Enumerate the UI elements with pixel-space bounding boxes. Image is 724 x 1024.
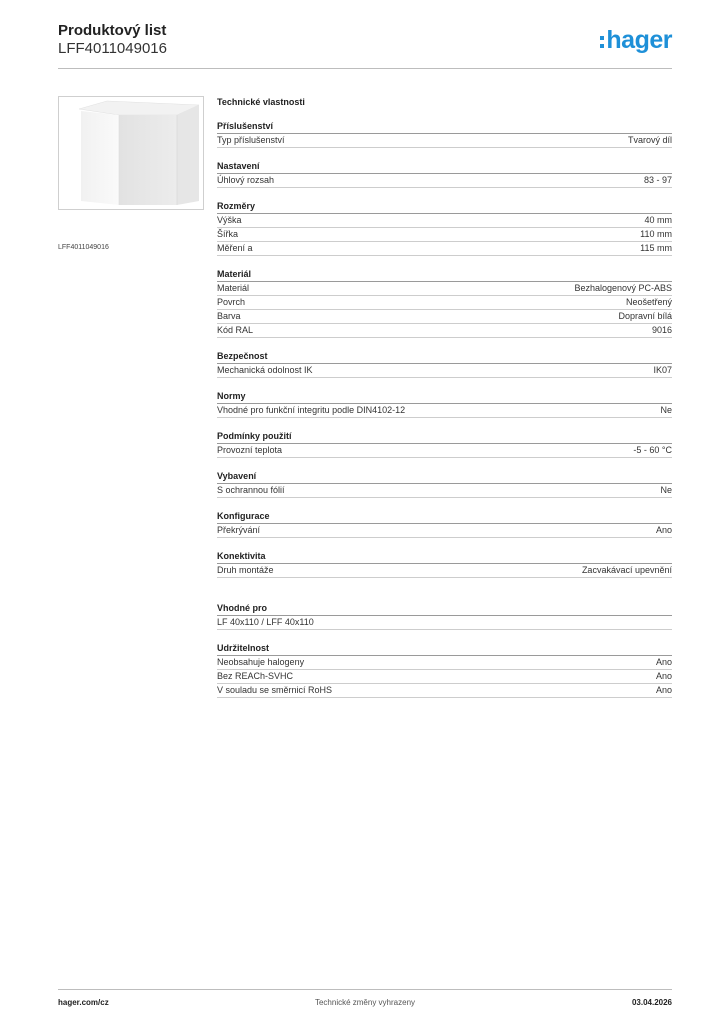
property-label: Druh montáže <box>217 565 274 575</box>
footer-date: 03.04.2026 <box>631 998 672 1007</box>
property-label: Měření a <box>217 243 253 253</box>
property-label: Neobsahuje halogeny <box>217 657 305 667</box>
section-title: Podmínky použití <box>217 430 672 444</box>
product-image <box>58 96 204 210</box>
technical-properties <box>217 96 672 698</box>
property-label: Bez REACh-SVHC <box>217 671 294 681</box>
property-value: 83 - 97 <box>643 175 672 185</box>
property-label: V souladu se směrnicí RoHS <box>217 685 333 695</box>
property-row <box>217 134 672 148</box>
property-row <box>217 616 672 630</box>
property-value: Neošetřený <box>625 297 672 307</box>
property-section <box>217 390 672 418</box>
property-value: Ano <box>655 671 672 681</box>
header-divider <box>58 68 672 69</box>
document-header <box>58 22 167 58</box>
page-title: Produktový list <box>58 22 167 39</box>
property-section <box>217 550 672 578</box>
product-inside-corner-icon <box>59 97 203 209</box>
section-title: Materiál <box>217 268 672 282</box>
property-label: Povrch <box>217 297 246 307</box>
page-footer <box>58 989 672 1007</box>
property-value: Ne <box>660 405 672 415</box>
property-value: Ano <box>655 685 672 695</box>
logo-wordmark: hager <box>606 26 672 54</box>
section-title: Bezpečnost <box>217 350 672 364</box>
property-row <box>217 242 672 256</box>
property-value: 115 mm <box>640 243 672 253</box>
property-section <box>217 160 672 188</box>
property-row <box>217 484 672 498</box>
property-row <box>217 404 672 418</box>
property-value: Dopravní bílá <box>618 311 672 321</box>
property-value: Ne <box>660 485 672 495</box>
property-section <box>217 602 672 630</box>
footer-website[interactable]: hager.com/cz <box>58 998 109 1007</box>
property-label: Úhlový rozsah <box>217 175 275 185</box>
property-row <box>217 174 672 188</box>
property-label: Materiál <box>217 283 250 293</box>
property-row <box>217 214 672 228</box>
property-value: Bezhalogenový PC-ABS <box>574 283 672 293</box>
section-title: Příslušenství <box>217 120 672 134</box>
property-value: 110 mm <box>640 229 672 239</box>
property-label: Kód RAL <box>217 325 254 335</box>
properties-heading: Technické vlastnosti <box>217 97 305 107</box>
property-section <box>217 642 672 698</box>
property-label: LF 40x110 / LFF 40x110 <box>217 617 314 627</box>
property-value: Zacvakávací upevnění <box>581 565 672 575</box>
image-caption: LFF4011049016 <box>58 244 109 251</box>
property-value: Ano <box>655 657 672 667</box>
property-value: Ano <box>655 525 672 535</box>
property-label: Šířka <box>217 229 239 239</box>
property-row <box>217 524 672 538</box>
section-title: Konfigurace <box>217 510 672 524</box>
section-title: Vhodné pro <box>217 602 672 616</box>
section-title: Vybavení <box>217 470 672 484</box>
footer-disclaimer: Technické změny vyhrazeny <box>314 998 416 1007</box>
property-label: Provozní teplota <box>217 445 283 455</box>
property-section <box>217 350 672 378</box>
section-title: Udržitelnost <box>217 642 672 656</box>
property-section <box>217 268 672 338</box>
property-section <box>217 430 672 458</box>
property-section <box>217 510 672 538</box>
property-section <box>217 120 672 148</box>
property-value: IK07 <box>653 365 672 375</box>
property-section <box>217 470 672 498</box>
section-title: Nastavení <box>217 160 672 174</box>
property-label: Vhodné pro funkční integritu podle DIN4102-12 <box>217 405 406 415</box>
property-section <box>217 200 672 256</box>
property-row <box>217 324 672 338</box>
property-row <box>217 684 672 698</box>
property-label: Typ příslušenství <box>217 135 285 145</box>
property-row <box>217 364 672 378</box>
hager-logo <box>600 26 672 54</box>
property-row <box>217 656 672 670</box>
property-label: S ochrannou fólií <box>217 485 285 495</box>
property-label: Výška <box>217 215 242 225</box>
property-value: 40 mm <box>644 215 672 225</box>
section-title: Konektivita <box>217 550 672 564</box>
property-value: Tvarový díl <box>627 135 672 145</box>
property-value: 9016 <box>651 325 672 335</box>
section-title: Rozměry <box>217 200 672 214</box>
property-row <box>217 670 672 684</box>
property-label: Mechanická odolnost IK <box>217 365 313 375</box>
property-row <box>217 228 672 242</box>
property-row <box>217 564 672 578</box>
property-value: -5 - 60 °C <box>633 445 672 455</box>
product-code: LFF4011049016 <box>58 40 167 57</box>
property-row <box>217 282 672 296</box>
property-row <box>217 444 672 458</box>
property-row <box>217 310 672 324</box>
property-label: Barva <box>217 311 241 321</box>
property-row <box>217 296 672 310</box>
property-label: Překrývání <box>217 525 261 535</box>
logo-dots-icon <box>600 36 604 48</box>
section-title: Normy <box>217 390 672 404</box>
